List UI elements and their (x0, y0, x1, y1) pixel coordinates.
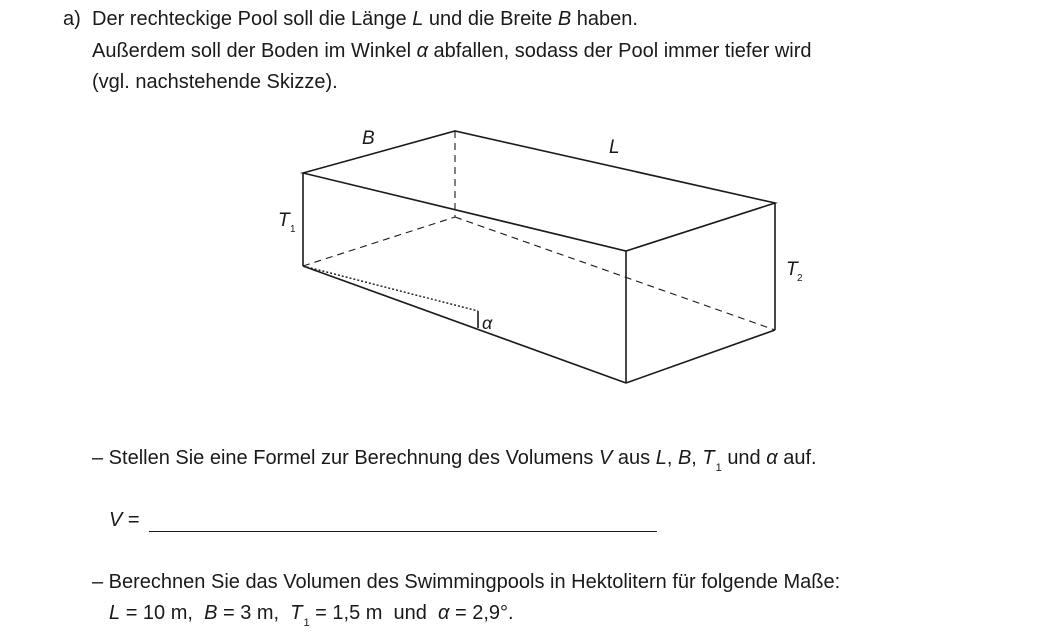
label-t1: T (278, 210, 290, 231)
label-b: B (362, 128, 375, 149)
question-2: – Berechnen Sie das Volumen des Swimmingpools in Hektolitern für folgende Maße: (92, 571, 841, 593)
hidden-edge-floor (455, 217, 775, 330)
label-alpha: α (482, 313, 493, 333)
task-label: a) (63, 8, 81, 30)
answer-line: V = (109, 508, 657, 532)
answer-field[interactable] (149, 513, 657, 532)
edge-bottom-right (626, 330, 775, 383)
angle-reference-line (303, 266, 478, 311)
label-l: L (609, 137, 620, 158)
label-t2-sub: 2 (797, 273, 803, 284)
label-t2: T (786, 259, 798, 280)
pool-top-edge (303, 131, 775, 251)
intro-line-2: Außerdem soll der Boden im Winkel α abfallen, sodass der Pool immer tiefer wird (92, 40, 812, 62)
hidden-edge-back-bottom (303, 217, 455, 266)
edge-bottom-front (303, 266, 626, 383)
question-2-values: L = 10 m, B = 3 m, $T_1 = 1,5$ m und α = 2,9°. (109, 602, 514, 629)
intro-line-1: Der rechteckige Pool soll die Länge L und die Breite B haben. (92, 8, 638, 30)
label-t1-sub: 1 (290, 224, 296, 235)
question-1: – Stellen Sie eine Formel zur Berechnung des Volumens V aus L, B, $T_1$ und α auf. (92, 447, 817, 474)
intro-line-3: (vgl. nachstehende Skizze). (92, 71, 338, 93)
